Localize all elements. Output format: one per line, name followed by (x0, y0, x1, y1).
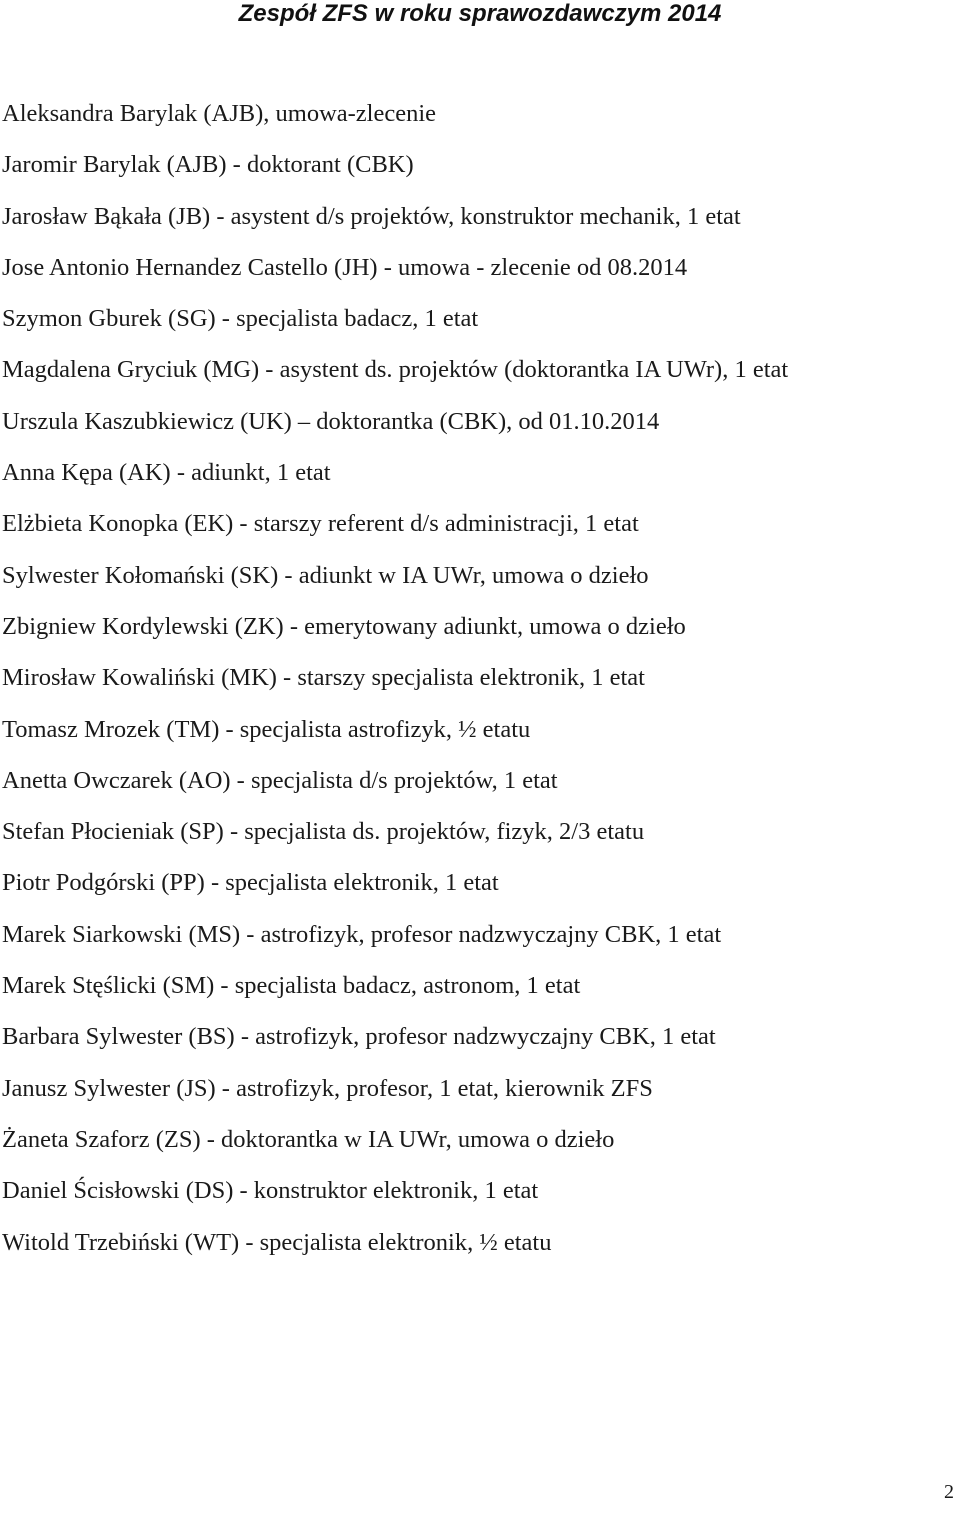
staff-list-item: Piotr Podgórski (PP) - specjalista elektronik, 1 etat (2, 869, 499, 897)
staff-list-item: Szymon Gburek (SG) - specjalista badacz, 1 etat (2, 305, 479, 333)
page-number: 2 (944, 1481, 954, 1503)
staff-list-item: Zbigniew Kordylewski (ZK) - emerytowany adiunkt, umowa o dzieło (2, 612, 686, 640)
staff-list (2, 88, 957, 1268)
staff-list-item: Marek Siarkowski (MS) - astrofizyk, profesor nadzwyczajny CBK, 1 etat (2, 920, 722, 948)
staff-list-item: Anetta Owczarek (AO) - specjalista d/s projektów, 1 etat (2, 766, 558, 794)
staff-list-item: Janusz Sylwester (JS) - astrofizyk, profesor, 1 etat, kierownik ZFS (2, 1074, 653, 1102)
staff-list-item: Jarosław Bąkała (JB) - asystent d/s projektów, konstruktor mechanik, 1 etat (2, 202, 741, 230)
staff-list-item: Mirosław Kowaliński (MK) - starszy specjalista elektronik, 1 etat (2, 664, 645, 692)
staff-list-item: Elżbieta Konopka (EK) - starszy referent d/s administracji, 1 etat (2, 510, 639, 538)
staff-list-item: Stefan Płocieniak (SP) - specjalista ds. projektów, fizyk, 2/3 etatu (2, 818, 645, 846)
staff-list-item: Witold Trzebiński (WT) - specjalista elektronik, ½ etatu (2, 1228, 552, 1256)
staff-list-item: Sylwester Kołomański (SK) - adiunkt w IA UWr, umowa o dzieło (2, 561, 649, 589)
staff-list-item: Anna Kępa (AK) - adiunkt, 1 etat (2, 459, 331, 487)
staff-list-item: Jaromir Barylak (AJB) - doktorant (CBK) (2, 151, 414, 179)
staff-list-item: Żaneta Szaforz (ZS) - doktorantka w IA UWr, umowa o dzieło (2, 1125, 615, 1153)
staff-list-item: Aleksandra Barylak (AJB), umowa-zlecenie (2, 100, 437, 127)
page-title: Zespół ZFS w roku sprawozdawczym 2014 (238, 0, 722, 27)
staff-list-item: Jose Antonio Hernandez Castello (JH) - umowa - zlecenie od 08.2014 (2, 253, 688, 281)
staff-list-item: Barbara Sylwester (BS) - astrofizyk, profesor nadzwyczajny CBK, 1 etat (2, 1023, 716, 1051)
staff-list-item: Daniel Ścisłowski (DS) - konstruktor elektronik, 1 etat (2, 1177, 539, 1205)
staff-list-item: Magdalena Gryciuk (MG) - asystent ds. projektów (doktorantka IA UWr), 1 etat (2, 356, 789, 384)
staff-list-item: Urszula Kaszubkiewicz (UK) – doktorantka (CBK), od 01.10.2014 (2, 407, 660, 435)
staff-list-item: Marek Stęślicki (SM) - specjalista badacz, astronom, 1 etat (2, 972, 581, 1000)
staff-list-item: Tomasz Mrozek (TM) - specjalista astrofizyk, ½ etatu (2, 715, 531, 743)
